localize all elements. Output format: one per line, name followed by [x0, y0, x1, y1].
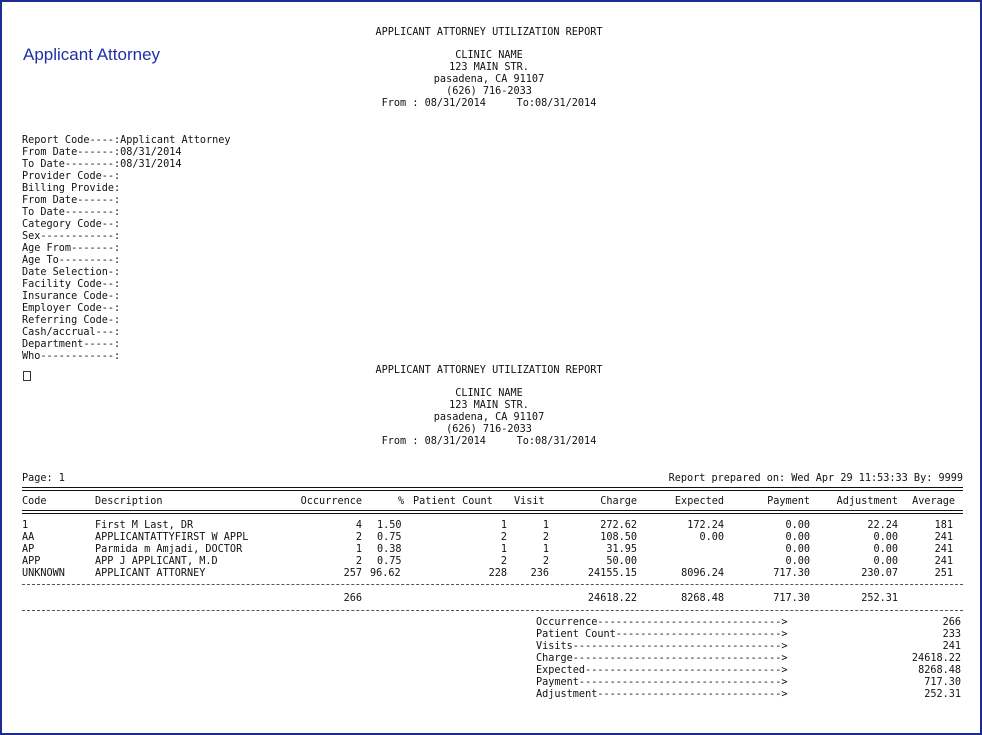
table-row: [2, 532, 982, 544]
row-code: UNKNOWN: [22, 568, 65, 579]
row-occurrence: 4: [355, 520, 362, 531]
row-patient-count: 1: [500, 520, 507, 531]
table-header: [2, 496, 982, 508]
report-title-2: APPLICANT ATTORNEY UTILIZATION REPORT: [375, 365, 603, 376]
summary-label: Occurrence------------------------------>: [536, 617, 788, 628]
table-row: [2, 568, 982, 580]
row-visit: 1: [542, 544, 549, 555]
col-description: Description: [95, 496, 163, 507]
col-average: Average: [912, 496, 955, 507]
param-line: Category Code--:: [22, 219, 121, 230]
row-adjustment: 0.00: [873, 544, 898, 555]
summary-value: 24618.22: [911, 653, 961, 664]
param-line: Billing Provide:: [22, 183, 121, 194]
summary-line: [2, 629, 982, 641]
total-payment: 717.30: [773, 593, 810, 604]
row-visit: 2: [542, 556, 549, 567]
param-line: Insurance Code-:: [22, 291, 121, 302]
summary-label: Visits---------------------------------->: [536, 641, 788, 652]
row-occurrence: 1: [355, 544, 362, 555]
row-percent: 96.62: [370, 568, 401, 579]
row-adjustment: 0.00: [873, 556, 898, 567]
row-adjustment: 0.00: [873, 532, 898, 543]
row-adjustment: 22.24: [867, 520, 898, 531]
param-line: From Date------:: [22, 195, 121, 206]
summary-line: [2, 677, 982, 689]
param-line: Age From-------:: [22, 243, 121, 254]
row-charge: 272.62: [600, 520, 637, 531]
col-visit: Visit: [514, 496, 545, 507]
total-occurrence: 266: [343, 593, 362, 604]
clinic-address-1-2: 123 MAIN STR.: [449, 400, 529, 411]
total-charge: 24618.22: [587, 593, 637, 604]
row-average: 241: [934, 556, 953, 567]
table-row: [2, 520, 982, 532]
totals-row: [2, 593, 982, 605]
row-percent: 0.75: [377, 556, 402, 567]
row-code: 1: [22, 520, 29, 531]
param-line: Employer Code--:: [22, 303, 121, 314]
param-line: Cash/accrual---:: [22, 327, 121, 338]
col-charge: Charge: [600, 496, 637, 507]
row-patient-count: 2: [500, 556, 507, 567]
table-row: [2, 556, 982, 568]
col-adjustment: Adjustment: [836, 496, 898, 507]
row-description: APPLICANT ATTORNEY: [95, 568, 206, 579]
row-average: 251: [934, 568, 953, 579]
summary-value: 717.30: [924, 677, 961, 688]
table-row: [2, 544, 982, 556]
param-line: Report Code----:Applicant Attorney: [22, 135, 231, 146]
row-occurrence: 2: [355, 556, 362, 567]
summary-line: [2, 653, 982, 665]
clinic-phone: (626) 716-2033: [446, 86, 532, 97]
row-patient-count: 2: [500, 532, 507, 543]
row-code: AA: [22, 532, 35, 543]
clinic-name: CLINIC NAME: [455, 50, 523, 61]
header-rule-top: [22, 487, 963, 491]
prepared-on: Report prepared on: Wed Apr 29 11:53:33 By: 9999: [668, 473, 963, 484]
row-payment: 717.30: [773, 568, 810, 579]
param-line: Age To---------:: [22, 255, 121, 266]
summary-label: Payment--------------------------------->: [536, 677, 788, 688]
clinic-address-2: pasadena, CA 91107: [433, 74, 545, 85]
row-visit: 1: [542, 520, 549, 531]
row-percent: 1.50: [377, 520, 402, 531]
col-code: Code: [22, 496, 47, 507]
col-percent: %: [398, 496, 405, 507]
total-adjustment: 252.31: [861, 593, 898, 604]
row-description: First M Last, DR: [95, 520, 194, 531]
row-percent: 0.75: [377, 532, 402, 543]
summary-label: Patient Count--------------------------->: [536, 629, 788, 640]
param-line: Date Selection-:: [22, 267, 121, 278]
report-date-range-2: From : 08/31/2014 To:08/31/2014: [381, 436, 597, 447]
row-charge: 108.50: [600, 532, 637, 543]
totals-rule-bottom: [22, 610, 963, 611]
summary-line: [2, 665, 982, 677]
summary-line: [2, 641, 982, 653]
row-visit: 2: [542, 532, 549, 543]
clinic-name-2: CLINIC NAME: [455, 388, 523, 399]
summary-label: Charge---------------------------------->: [536, 653, 788, 664]
report-date-range: From : 08/31/2014 To:08/31/2014: [381, 98, 597, 109]
param-line: Referring Code-:: [22, 315, 121, 326]
param-line: Sex------------:: [22, 231, 121, 242]
row-average: 241: [934, 532, 953, 543]
section-title: Applicant Attorney: [23, 45, 161, 64]
row-description: Parmida m Amjadi, DOCTOR: [95, 544, 243, 555]
row-visit: 236: [530, 568, 549, 579]
clinic-address-2-2: pasadena, CA 91107: [433, 412, 545, 423]
summary-value: 252.31: [924, 689, 961, 700]
row-expected: 0.00: [699, 532, 724, 543]
row-expected: 8096.24: [681, 568, 724, 579]
row-expected: 172.24: [687, 520, 724, 531]
row-occurrence: 2: [355, 532, 362, 543]
row-charge: 24155.15: [587, 568, 637, 579]
clinic-address-1: 123 MAIN STR.: [449, 62, 529, 73]
clinic-phone-2: (626) 716-2033: [446, 424, 532, 435]
row-patient-count: 1: [500, 544, 507, 555]
page-number: Page: 1: [22, 473, 65, 484]
col-expected: Expected: [674, 496, 724, 507]
row-description: APP J APPLICANT, M.D: [95, 556, 218, 567]
row-code: APP: [22, 556, 41, 567]
summary-value: 266: [942, 617, 961, 628]
row-charge: 50.00: [606, 556, 637, 567]
row-charge: 31.95: [606, 544, 637, 555]
row-payment: 0.00: [785, 532, 810, 543]
param-line: To Date--------:: [22, 207, 121, 218]
row-patient-count: 228: [488, 568, 507, 579]
row-percent: 0.38: [377, 544, 402, 555]
row-payment: 0.00: [785, 556, 810, 567]
col-occurrence: Occurrence: [300, 496, 362, 507]
total-expected: 8268.48: [681, 593, 724, 604]
header-rule-bottom: [22, 510, 963, 514]
summary-label: Expected-------------------------------->: [536, 665, 788, 676]
summary-line: [2, 689, 982, 701]
row-average: 241: [934, 544, 953, 555]
col-payment: Payment: [767, 496, 810, 507]
row-occurrence: 257: [343, 568, 362, 579]
summary-value: 8268.48: [918, 665, 961, 676]
param-line: To Date--------:08/31/2014: [22, 159, 182, 170]
row-code: AP: [22, 544, 35, 555]
row-payment: 0.00: [785, 544, 810, 555]
totals-rule-top: [22, 584, 963, 585]
summary-value: 241: [942, 641, 961, 652]
summary-line: [2, 617, 982, 629]
param-line: Who------------:: [22, 351, 121, 362]
row-average: 181: [934, 520, 953, 531]
summary-value: 233: [942, 629, 961, 640]
param-line: Provider Code--:: [22, 171, 121, 182]
row-description: APPLICANTATTYFIRST W APPL: [95, 532, 249, 543]
param-line: From Date------:08/31/2014: [22, 147, 182, 158]
report-parameters: [22, 135, 231, 363]
param-line: Department-----:: [22, 339, 121, 350]
report-title: APPLICANT ATTORNEY UTILIZATION REPORT: [375, 27, 603, 38]
param-line: Facility Code--:: [22, 279, 121, 290]
row-adjustment: 230.07: [861, 568, 898, 579]
row-payment: 0.00: [785, 520, 810, 531]
summary-label: Adjustment------------------------------>: [536, 689, 788, 700]
col-patient-count: Patient Count: [413, 496, 493, 507]
